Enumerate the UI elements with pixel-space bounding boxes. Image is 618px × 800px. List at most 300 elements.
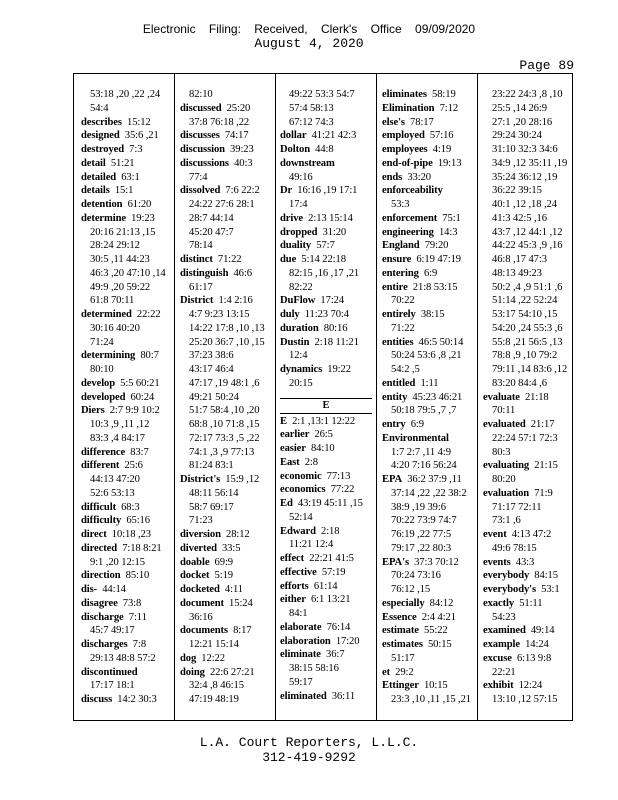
index-entry	[280, 239, 372, 253]
index-continuation	[81, 239, 173, 253]
index-term: enforcement	[382, 212, 438, 224]
index-entry	[180, 294, 272, 308]
index-entry	[81, 501, 173, 515]
page-line-references: 17:20	[335, 635, 360, 647]
index-term: duration	[280, 322, 319, 334]
page-line-references: 79:20	[424, 240, 449, 252]
page-line-references: 36:2 37:9 ,11	[407, 474, 462, 485]
index-continuation	[81, 294, 173, 308]
page-line-references: 83:7	[130, 446, 149, 458]
index-entry	[180, 528, 272, 542]
page-line-references: 61:20	[127, 199, 152, 210]
index-entry	[280, 143, 372, 157]
page-line-references: 58:19	[432, 89, 456, 100]
index-continuation	[483, 404, 573, 418]
index-term: dis-	[81, 584, 98, 595]
index-term: detailed	[81, 171, 117, 183]
index-entry	[382, 679, 474, 693]
index-continuation	[81, 418, 173, 432]
page-line-references: 15:24	[229, 597, 253, 609]
index-continuation	[483, 363, 573, 377]
index-continuation	[180, 198, 272, 212]
index-continuation	[81, 487, 173, 501]
index-term: determine	[81, 212, 126, 224]
page-line-references: 4:13 47:2	[511, 529, 552, 540]
page-line-references: 50:15	[427, 639, 452, 650]
index-term: effective	[280, 566, 317, 578]
filing-header: Electronic Filing: Received, Clerk's Office 09/09/2020	[142, 22, 476, 36]
index-entry	[382, 157, 474, 171]
index-term: due	[280, 254, 297, 265]
index-entry	[280, 253, 372, 267]
index-continuation	[81, 363, 173, 377]
index-term: discusses	[180, 130, 220, 142]
page-line-references: 36:16	[189, 611, 213, 623]
page-line-references: 49:6 78:15	[492, 542, 537, 554]
index-continuation	[483, 129, 573, 143]
index-continuation	[280, 267, 372, 281]
index-term: docketed	[180, 584, 220, 595]
page-line-references: 83:20 84:4 ,6	[492, 377, 547, 389]
page-line-references: 11:21 12:4	[289, 539, 334, 551]
page-line-references: 7:12	[439, 102, 459, 114]
index-term: events	[483, 556, 511, 568]
page-line-references: 80:16	[323, 322, 348, 334]
index-continuation	[180, 693, 272, 707]
index-entry	[280, 483, 372, 497]
page-line-references: 25:20	[226, 102, 251, 114]
page-line-references: 6:9	[423, 267, 438, 279]
page-line-references: 10:3 ,9 ,11 ,12	[90, 419, 150, 430]
index-term: efforts	[280, 580, 309, 592]
index-continuation	[81, 556, 173, 570]
index-continuation	[180, 322, 272, 336]
index-entry	[280, 308, 372, 322]
index-term: EPA	[382, 474, 403, 485]
page-line-references: 12:21 15:14	[189, 639, 239, 650]
page-line-references: 49:21 50:24	[189, 391, 239, 403]
index-column-4	[382, 88, 474, 708]
index-continuation	[81, 253, 173, 267]
page-line-references: 19:23	[131, 212, 155, 224]
page-line-references: 61:14	[313, 580, 338, 592]
index-continuation	[180, 404, 272, 418]
index-continuation	[180, 116, 272, 130]
index-term: destroyed	[81, 144, 125, 155]
index-term: detention	[81, 199, 123, 210]
index-entry	[280, 322, 372, 336]
index-continuation	[483, 693, 573, 707]
page-line-references: 51:17	[391, 652, 415, 664]
index-term: discharges	[81, 639, 128, 650]
index-term: drive	[280, 212, 304, 224]
index-entry	[382, 308, 474, 322]
page-line-references: 24:22 27:6 28:1	[189, 199, 255, 210]
index-continuation	[483, 116, 573, 130]
page-line-references: 48:13 49:23	[492, 267, 542, 279]
page-line-references: 29:13 48:8 57:2	[90, 652, 156, 664]
page-line-references: 25:6	[124, 460, 143, 472]
index-continuation	[382, 294, 474, 308]
index-entry	[81, 569, 173, 583]
index-term: earlier	[280, 429, 310, 441]
index-term: distinguish	[180, 267, 229, 279]
page-line-references: 44:8	[315, 144, 334, 155]
index-entry	[280, 580, 372, 594]
index-term: discussions	[180, 157, 229, 169]
index-continuation	[382, 514, 474, 528]
index-term: elaboration	[280, 635, 331, 647]
page-line-references: 36:22 39:15	[492, 185, 542, 197]
page-line-references: 38:9 ,19 39:6	[391, 501, 446, 513]
index-entry	[483, 652, 573, 666]
index-term: dropped	[280, 226, 318, 238]
page-line-references: 74:1 ,3 ,9 77:13	[189, 446, 255, 458]
page-line-references: 2:7 9:9 10:2	[109, 405, 160, 417]
index-entry	[382, 611, 474, 625]
page-line-references: 78:8 ,9 ,10 79:2	[492, 350, 558, 362]
page-line-references: 40:3	[234, 157, 253, 169]
index-continuation	[382, 349, 474, 363]
index-continuation	[280, 116, 372, 130]
index-entry	[483, 459, 573, 473]
index-entry	[382, 638, 474, 652]
court-reporter-name: L.A. Court Reporters, L.L.C.	[199, 735, 419, 750]
page-line-references: 70:11	[492, 405, 516, 417]
index-term: dollar	[280, 130, 307, 142]
index-continuation	[180, 446, 272, 460]
index-continuation	[483, 239, 573, 253]
index-term: different	[81, 460, 120, 472]
page-line-references: 38:15 58:16	[289, 663, 339, 674]
page-line-references: 5:5 60:21	[120, 377, 160, 389]
index-entry	[382, 253, 474, 267]
page-line-references: 8:17	[233, 625, 252, 637]
index-entry	[382, 171, 474, 185]
page-line-references: 27:1 ,20 28:16	[492, 116, 553, 128]
page-line-references: 2:18 11:21	[314, 336, 359, 348]
page-line-references: 1:7 2:7 ,11 4:9	[391, 446, 451, 458]
index-entry	[382, 102, 474, 116]
page-line-references: 1:4 2:16	[218, 295, 253, 307]
index-term: developed	[81, 391, 126, 403]
index-continuation	[483, 322, 573, 336]
page-line-references: 70:22	[391, 295, 415, 307]
index-entry	[180, 583, 272, 597]
index-continuation	[483, 102, 573, 116]
index-continuation	[483, 157, 573, 171]
page-line-references: 44:22 45:3 ,9 ,16	[492, 240, 563, 252]
page-line-references: 71:23	[189, 515, 213, 527]
index-continuation	[382, 459, 474, 473]
index-continuation	[483, 198, 573, 212]
index-continuation	[382, 363, 474, 377]
page-line-references: 19:22	[327, 364, 351, 375]
page-line-references: 70:24 73:16	[391, 570, 441, 582]
page-line-references: 53:17 54:10 ,15	[492, 309, 558, 320]
index-entry	[382, 597, 474, 611]
index-term: enforceability	[382, 185, 443, 197]
index-term: entire	[382, 281, 408, 293]
page-line-references: 11:23 70:4	[304, 309, 349, 320]
index-term: employed	[382, 130, 425, 142]
page-line-references: 46:8 ,17 47:3	[492, 254, 547, 265]
index-continuation	[180, 501, 272, 515]
index-term: diversion	[180, 529, 221, 540]
index-continuation	[483, 432, 573, 446]
index-continuation	[180, 226, 272, 240]
index-continuation	[81, 322, 173, 336]
page-line-references: 71:22	[217, 254, 242, 265]
page-line-references: 59:17	[289, 676, 313, 688]
index-term: District	[180, 295, 214, 307]
page-line-references: 53:1	[541, 584, 560, 595]
index-term: duly	[280, 309, 300, 320]
index-continuation	[180, 391, 272, 405]
index-continuation	[382, 501, 474, 515]
index-continuation	[483, 501, 573, 515]
page-line-references: 37:14 ,22 ,22 38:2	[391, 487, 467, 499]
index-continuation	[483, 542, 573, 556]
index-continuation	[382, 487, 474, 501]
page-line-references: 14:3	[438, 226, 458, 238]
index-entry	[280, 157, 372, 171]
page-line-references: 68:8 ,10 71:8 ,15	[189, 419, 260, 430]
index-term: Essence	[382, 611, 417, 623]
page-line-references: 25:20 36:7 ,10 ,15	[189, 336, 265, 348]
page-line-references: 6:19 47:19	[416, 254, 461, 265]
index-entry	[180, 569, 272, 583]
page-line-references: 4:20 7:16 56:24	[391, 460, 457, 472]
index-continuation	[81, 432, 173, 446]
index-column-5	[483, 88, 573, 708]
page-line-references: 76:12 ,15	[391, 584, 431, 595]
index-entry	[382, 88, 474, 102]
page-line-references: 80:20	[492, 474, 516, 485]
page-line-references: 31:10 32:3 34:6	[492, 144, 558, 155]
index-term: EPA's	[382, 556, 409, 568]
page-line-references: 2:8	[304, 456, 318, 468]
index-entry	[81, 212, 173, 226]
page-line-references: 22:22	[136, 309, 161, 320]
page-line-references: 78:17	[410, 116, 434, 128]
index-term: examined	[483, 625, 526, 637]
index-continuation	[483, 308, 573, 322]
index-continuation	[81, 336, 173, 350]
index-term: doable	[180, 556, 210, 568]
page-line-references: 43:7 ,12 44:1 ,12	[492, 226, 563, 238]
index-term: discussed	[180, 102, 222, 114]
index-entry	[280, 635, 372, 649]
index-term: doing	[180, 666, 205, 678]
index-term: everybody's	[483, 584, 537, 595]
page-line-references: 49:22 53:3 54:7	[289, 89, 355, 100]
index-entry	[180, 102, 272, 116]
page-line-references: 7:3	[129, 144, 143, 155]
index-term: Edward	[280, 525, 316, 537]
index-entry	[81, 129, 173, 143]
index-entry	[180, 184, 272, 198]
index-continuation	[483, 514, 573, 528]
page-line-references: 71:9	[534, 487, 553, 499]
page-line-references: 82:15 ,16 ,17 ,21	[289, 267, 360, 279]
column-divider	[275, 74, 276, 720]
index-term: evaluated	[483, 419, 526, 430]
index-entry	[382, 226, 474, 240]
page-line-references: 21:17	[530, 419, 555, 430]
index-continuation	[483, 473, 573, 487]
index-term: discharge	[81, 611, 124, 623]
page-line-references: 54:2 ,5	[391, 364, 420, 375]
index-continuation	[280, 102, 372, 116]
page-line-references: 6:1 13:21	[310, 594, 351, 606]
index-column-2	[180, 88, 272, 708]
page-line-references: 63:1	[121, 171, 140, 183]
index-term: Dr	[280, 185, 293, 197]
index-term: dissolved	[180, 185, 221, 197]
page-line-references: 54:23	[492, 611, 516, 623]
index-term: difficulty	[81, 515, 122, 527]
column-divider	[376, 74, 377, 720]
index-term: especially	[382, 597, 425, 609]
page-line-references: 79:17 ,22 80:3	[391, 542, 452, 554]
index-continuation	[81, 267, 173, 281]
index-term: difference	[81, 446, 126, 458]
page-line-references: 2:13 15:14	[308, 212, 353, 224]
index-term: entitled	[382, 377, 416, 389]
page-line-references: 48:11 56:14	[189, 487, 239, 499]
index-entry	[180, 473, 272, 487]
page-line-references: 55:22	[423, 625, 448, 637]
index-entry	[81, 459, 173, 473]
index-term: Ettinger	[382, 680, 419, 692]
index-entry	[280, 552, 372, 566]
page-line-references: 15:9 ,12	[225, 474, 260, 485]
index-entry	[280, 566, 372, 580]
page-line-references: 57:19	[321, 566, 346, 578]
index-entry	[483, 583, 573, 597]
page-line-references: 80:7	[140, 350, 159, 362]
index-term: excuse	[483, 652, 512, 664]
index-term: entering	[382, 267, 419, 279]
index-term: evaluating	[483, 460, 530, 472]
page-line-references: 23:3 ,10 ,11 ,15 ,21	[391, 694, 472, 705]
page-line-references: 47:17 ,19 48:1 ,6	[189, 377, 260, 389]
index-term: exactly	[483, 597, 515, 609]
index-term: elaborate	[280, 621, 322, 633]
section-spacer	[280, 391, 372, 397]
index-term: evaluation	[483, 487, 530, 499]
index-entry	[483, 624, 573, 638]
index-entry	[81, 116, 173, 130]
page-line-references: 71:24	[90, 336, 114, 348]
page-line-references: 4:19	[432, 144, 452, 155]
page-line-references: 16:16 ,19 17:1	[297, 185, 358, 197]
page-line-references: 20:15	[289, 377, 313, 389]
index-continuation	[180, 336, 272, 350]
page-line-references: 51:21	[110, 157, 135, 169]
page-line-references: 79:11 ,14 83:6 ,12	[492, 364, 568, 375]
index-entry	[280, 184, 372, 198]
index-entry	[280, 497, 372, 511]
index-continuation	[180, 638, 272, 652]
page-line-references: 52:6 53:13	[90, 487, 135, 499]
page-line-references: 6:13 9:8	[516, 652, 552, 664]
index-entry	[180, 556, 272, 570]
page-line-references: 4:11	[224, 584, 243, 595]
page-line-references: 2:18	[321, 525, 340, 537]
index-continuation	[180, 418, 272, 432]
index-term: Diers	[81, 405, 105, 417]
page-line-references: 72:17 73:3 ,5 ,22	[189, 432, 260, 444]
index-continuation	[280, 607, 372, 621]
index-continuation	[180, 281, 272, 295]
page-line-references: 22:6 27:21	[209, 666, 255, 678]
index-entry	[81, 611, 173, 625]
index-continuation	[382, 446, 474, 460]
index-term: et	[382, 666, 391, 678]
index-term: engineering	[382, 226, 434, 238]
index-term: Ed	[280, 498, 293, 509]
page-line-references: 57:16	[429, 130, 454, 142]
page-line-references: 14:2 30:3	[117, 694, 157, 705]
index-term: E	[280, 415, 287, 427]
index-term: Elimination	[382, 102, 435, 114]
page-line-references: 82:10	[189, 89, 213, 100]
index-continuation	[280, 281, 372, 295]
index-entry	[180, 129, 272, 143]
index-continuation	[180, 171, 272, 185]
index-continuation	[483, 349, 573, 363]
index-entry	[382, 624, 474, 638]
page-line-references: 14:22 17:8 ,10 ,13	[189, 322, 265, 334]
page-line-references: 10:18 ,23	[111, 529, 151, 540]
page-line-references: 49:9 ,20 59:22	[90, 281, 151, 293]
index-continuation	[180, 459, 272, 473]
index-continuation	[483, 88, 573, 102]
page-line-references: 84:10	[310, 443, 335, 454]
index-term: everybody	[483, 570, 530, 582]
page-line-references: 51:14 ,22 52:24	[492, 295, 558, 307]
page-line-references: 17:4	[289, 199, 308, 210]
index-continuation	[382, 652, 474, 666]
index-term: discontinued	[81, 666, 138, 678]
index-continuation	[280, 511, 372, 525]
index-entry	[81, 666, 173, 680]
page-line-references: 49:16	[289, 171, 313, 183]
index-entry	[81, 528, 173, 542]
page-line-references: 9:1 ,20 12:15	[90, 556, 145, 568]
index-entry	[280, 621, 372, 635]
page-line-references: 75:1	[442, 212, 461, 224]
index-continuation	[180, 679, 272, 693]
index-term: develop	[81, 377, 116, 389]
index-continuation	[280, 676, 372, 690]
index-term: diverted	[180, 542, 217, 554]
page-line-references: 69:9	[214, 556, 233, 568]
page-line-references: 34:9 ,12 35:11 ,19	[492, 157, 568, 169]
page-line-references: 13:10 ,12 57:15	[492, 694, 558, 705]
index-continuation	[180, 611, 272, 625]
index-continuation	[180, 212, 272, 226]
page-line-references: 2:1 ,13:1 12:22	[292, 415, 356, 427]
index-continuation	[180, 432, 272, 446]
page-line-references: 47:19 48:19	[189, 694, 239, 705]
index-entry	[382, 239, 474, 253]
page-line-references: 43:19 45:11 ,15	[297, 498, 363, 509]
page-line-references: 29:2	[395, 666, 414, 678]
page-line-references: 52:14	[289, 511, 313, 523]
